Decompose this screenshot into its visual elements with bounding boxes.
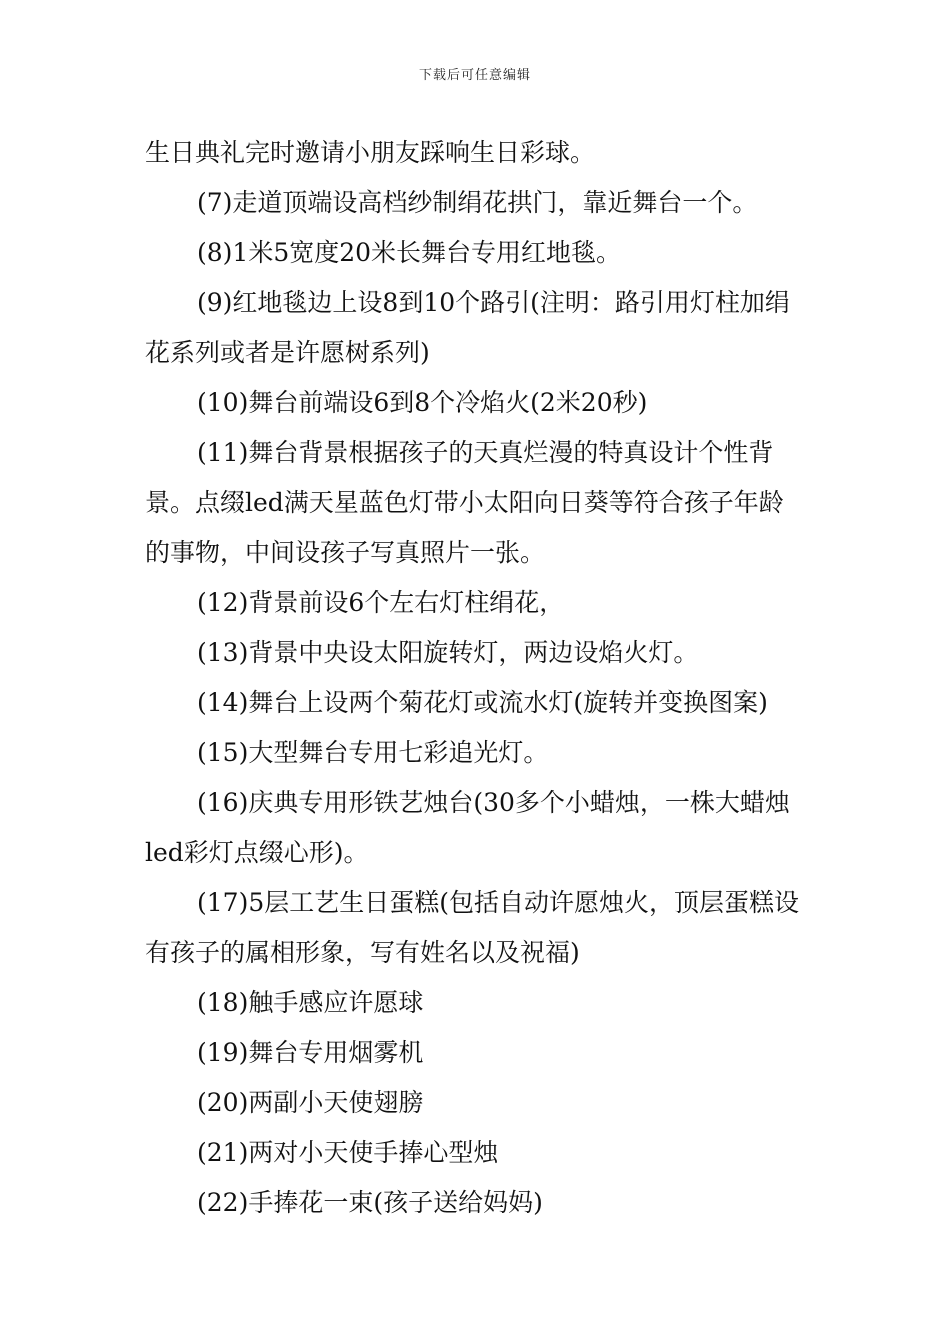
- paragraph: (19)舞台专用烟雾机: [197, 1038, 424, 1067]
- paragraph: (8)1米5宽度20米长舞台专用红地毯。: [197, 238, 622, 267]
- paragraph: (15)大型舞台专用七彩追光灯。: [197, 738, 549, 767]
- paragraph: (13)背景中央设太阳旋转灯，两边设焰火灯。: [197, 638, 699, 667]
- paragraph: (21)两对小天使手捧心型烛: [197, 1138, 499, 1167]
- paragraph: (11)舞台背景根据孩子的天真烂漫的特真设计个性背景。点缀led满天星蓝色灯带小太阳向日葵等符合孩子年龄的事物，中间设孩子写真照片一张。: [145, 438, 784, 567]
- paragraph: (10)舞台前端设6到8个冷焰火(2米20秒): [197, 388, 648, 417]
- page-header: 下载后可任意编辑: [418, 68, 531, 83]
- paragraph: (22)手捧花一束(孩子送给妈妈): [197, 1188, 543, 1217]
- paragraph: (9)红地毯边上设8到10个路引(注明：路引用灯柱加绢花系列或者是许愿树系列): [145, 288, 790, 367]
- paragraph: (16)庆典专用形铁艺烛台(30多个小蜡烛，一株大蜡烛led彩灯点缀心形)。: [145, 788, 790, 867]
- paragraph: (14)舞台上设两个菊花灯或流水灯(旋转并变换图案): [197, 688, 768, 717]
- paragraph: (18)触手感应许愿球: [197, 988, 424, 1017]
- paragraph: (20)两副小天使翅膀: [197, 1088, 424, 1117]
- paragraph: (17)5层工艺生日蛋糕(包括自动许愿烛火，顶层蛋糕设有孩子的属相形象，写有姓名以及祝福): [145, 888, 799, 967]
- paragraph: (12)背景前设6个左右灯柱绢花，: [197, 588, 565, 617]
- document-body: [145, 128, 807, 1228]
- paragraph: 生日典礼完时邀请小朋友踩响生日彩球。: [145, 138, 596, 167]
- paragraph: (7)走道顶端设高档纱制绢花拱门，靠近舞台一个。: [197, 188, 758, 217]
